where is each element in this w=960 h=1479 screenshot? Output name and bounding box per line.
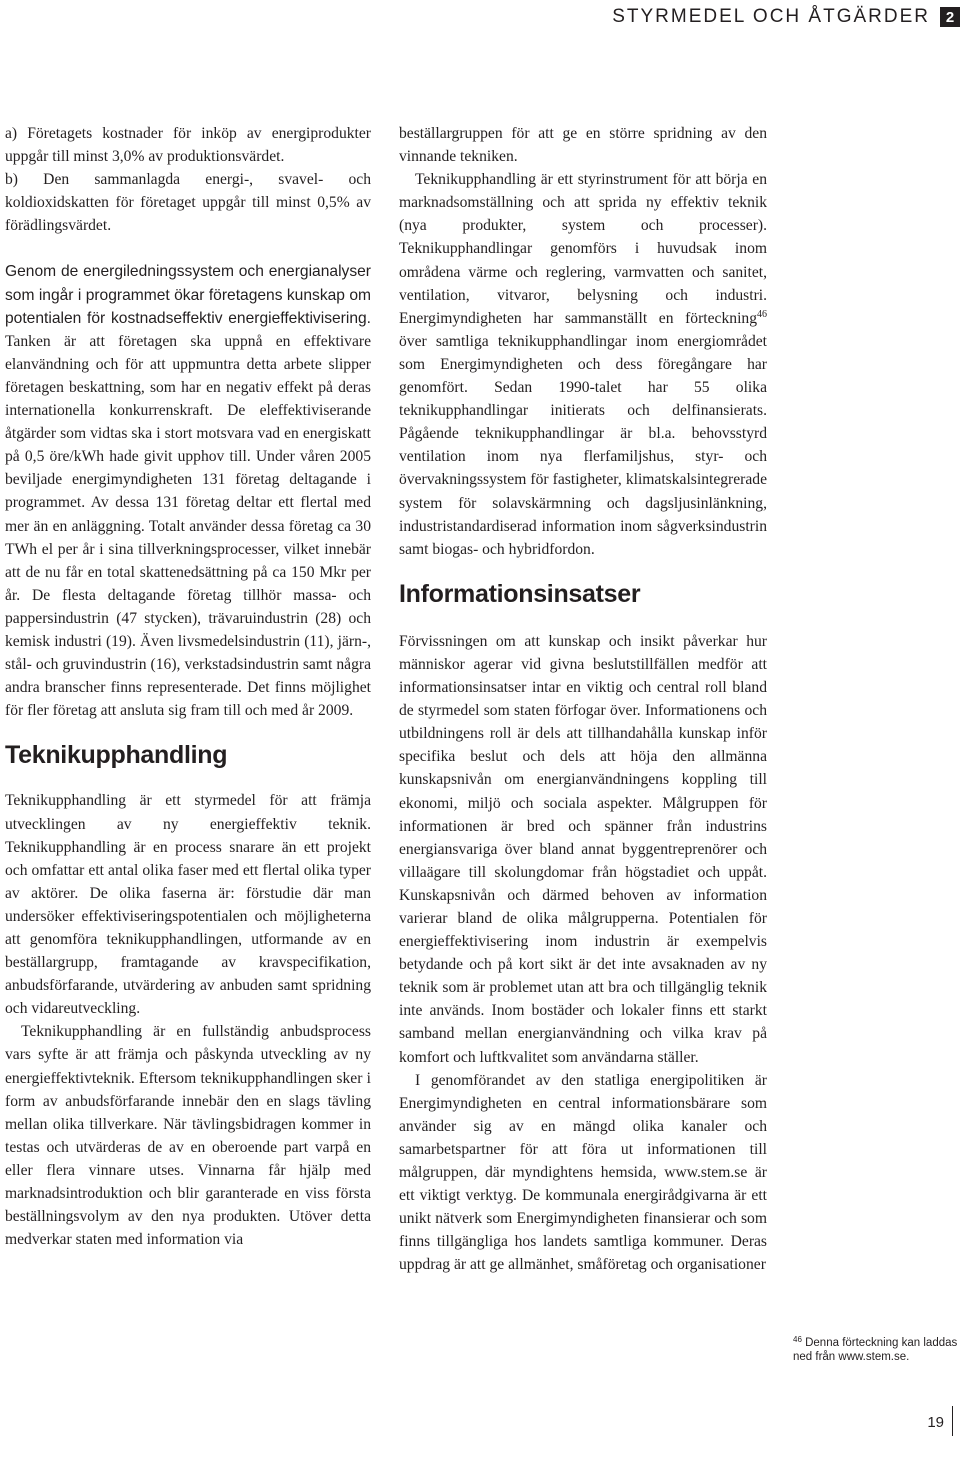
footnote-reference: 46 — [757, 308, 767, 320]
right-column — [399, 122, 767, 1277]
left-column — [5, 122, 371, 1251]
styrinstrument-text-end: över samtliga teknikupphandlingar inom energiområdet som Energimyndigheten och dess föregångare har genomfört. Sedan 1990-talet har 55 olika teknikupphandlingar initierats och delfinansierats. Pågående teknikupphandlingar är bl.a. behovsstyrd ventilation inom nya flerfamiljshus, styr- och övervakningssystem för fastigheter, klimatskalsintegrerade system för solavskärmning och dagsljusinlänkning, industristandardiserad information inom sågverksindustrin samt biogas- och hybridfordon. — [399, 332, 767, 558]
heading-informationsinsatser: Informationsinsatser — [399, 579, 641, 608]
teknikupphandling-paragraph-2: Teknikupphandling är en fullständig anbudsprocess vars syfte är att främja och påskynda utveckling av ny energieffektivteknik. Eftersom teknikupphandlingen sker i form av anbudsförfarande innebär den en slags tävling mellan olika tillverkare. När tävlingsbidragen kommer in testas och utvärderas de av en oberoende part varpå en eller flera vinnare utses. Vinnarna får hjälp med marknadsintroduktion och blir garanterade en viss första beställningsvolym av den nya produkten. Utöver detta medverkar staten med information via — [5, 1023, 371, 1249]
program-body-text: Tanken är att företagen ska uppnå en effektivare elanvändning och för att uppmuntra detta arbete slipper företagen beskattning, som har en negativ effekt på deras internationella konkurrenskraft. De eleffektiviserande åtgärder som vidtas ska i stort motsvara vad en energiskatt på 0,5 öre/kWh hade givit upphov till. Under våren 2005 beviljade energimyndigheten 131 företag deltagande i programmet. Av dessa 131 företag deltar ett flertal med mer än en anläggning. Totalt använder dessa företag ca 30 TWh el per år i sina tillverkningsprocesser, vilket innebär att de nu får en total skattenedsättning på ca 150 Mkr per år. De flesta deltagande företag tillhör massa- och pappersindustrin (47 stycken), trävaruindustrin (28) och kemisk industri (19). Även livsmedelsindustrin (11), järn-, stål- och gruvindustrin (16), verkstadsindustrin samt några andra branscher finns representerade. Det finns möjlighet för fler företag att ansluta sig fram till och med år 2009. — [5, 332, 371, 720]
informationsinsatser-paragraph-2: I genomförandet av den statliga energipolitiken är Energimyndigheten en central informationsbärare som använder sig av en mängd olika kanaler och samarbetspartner för att föra ut informationen till målgruppen, där myndightens hemsida, www.stem.se är ett viktigt verktyg. De kommunala energirådgivarna är ett unikt nätverk som Energimyndigheten finansierar och som finns tillgängliga hos landets samtliga kommuner. Deras uppdrag är att ge allmänhet, småföretag och organisationer — [399, 1071, 767, 1274]
styrinstrument-paragraph — [399, 168, 767, 561]
footnote-text: Denna förteckning kan laddas ned från www.stem.se. — [793, 1337, 958, 1363]
continued-paragraph: beställargruppen för att ge en större spridning av den vinnande tekniken. — [399, 125, 767, 166]
page-number-divider — [952, 1406, 953, 1436]
criterion-a: a) Företagets kostnader för inköp av energiprodukter uppgår till minst 3,0% av produktionsvärdet. — [5, 125, 371, 166]
styrinstrument-text-start: Teknikupphandling är ett styrinstrument för att börja en marknadsomställning och att sprida ny effektiv teknik (nya produkter, system och processer). Teknikupphandlingar genomförs i huvudsak inom områdena värme och reglering, varmvatten och sanitet, ventilation, vitvaror, belysning och industri. Energimyndigheten har sammanställt en förteckning — [399, 171, 767, 327]
informationsinsatser-paragraph-1: Förvissningen om att kunskap och insikt påverkar hur människor agerar vid givna beslutstillfällen medför att informationsinsatser intar en viktig och central roll bland de styrmedel som staten förfogar över. Informationens och utbildningens roll är dels att tillhandahålla kunskap inför specifika beslut och dels att höja den allmänna kunskapsnivån om energianvändningens koppling till ekonomi, miljö och sociala aspekter. Målgruppen för informationen är bred och spänner från industrins energiansvariga över bland annat byggentreprenörer och villaägare till skolungdomar från högstadiet och uppåt. Kunskapsnivån och därmed behoven av information varierar bland de olika målgrupperna. Potentialen för energieffektivisering inom industrin är exempelvis betydande och på kort sikt är det inte avsaknaden av ny teknik som är problemet utan att bra och tillgänglig teknik inte används. Inom bostäder och lokaler finns ett starkt samband mellan energianvändning och vilka krav på komfort och luftkvalitet som användarna ställer. — [399, 632, 767, 1066]
teknikupphandling-paragraph-1: Teknikupphandling är ett styrmedel för att främja utvecklingen av ny energieffektiv teknik. Teknikupphandling är en process snarare än ett projekt och omfattar ett antal olika faser med ett flertal olika typer av aktörer. De olika faserna är: förstudie där man undersöker effektiviseringspotentialen och möjligheterna att genomföra teknikupphandlingen, utformande av en beställargrupp, framtagande av kravspecifikation, anbudsförfarande, utvärdering av anbuden samt spridning och vidareutveckling. — [5, 792, 371, 1018]
program-intro-text: Genom de energiledningssystem och energianalyser som ingår i programmet ökar företagens kunskap om potentialen för kostnadseffektiv energieffektivisering. — [5, 263, 371, 327]
heading-teknikupphandling: Teknikupphandling — [5, 741, 228, 770]
criterion-b: b) Den sammanlagda energi-, svavel- och koldioxidskatten för företaget uppgår till minst 0,5% av förädlingsvärdet. — [5, 171, 371, 235]
footnote — [793, 1336, 958, 1364]
footnote-number: 46 — [793, 1335, 802, 1344]
chapter-number-badge: 2 — [940, 7, 960, 27]
running-header — [612, 0, 960, 34]
page-number: 19 — [927, 1414, 944, 1431]
section-title: STYRMEDEL OCH ÅTGÄRDER — [612, 6, 930, 27]
program-paragraph — [5, 260, 371, 722]
